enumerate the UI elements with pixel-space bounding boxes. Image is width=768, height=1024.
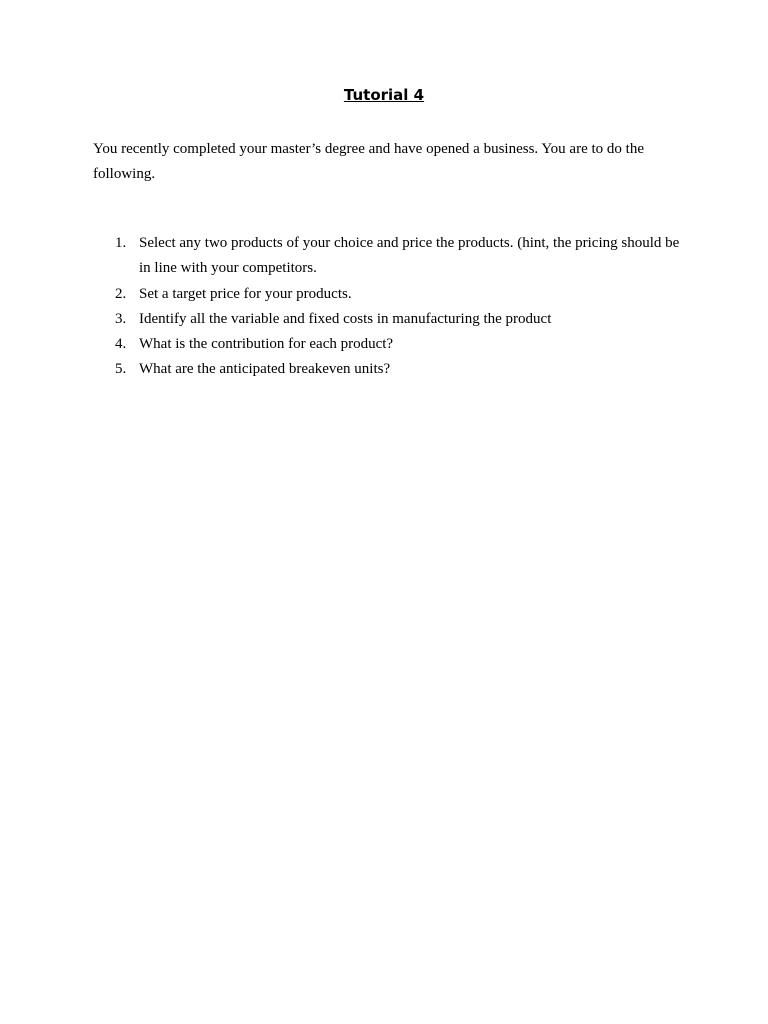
document-title: Tutorial 4 (343, 86, 425, 104)
list-item-number: 3. (115, 310, 127, 327)
list-item-number: 1. (115, 235, 127, 251)
list-item-number: 2. (115, 285, 127, 302)
document-title-container (0, 86, 768, 104)
list-item-text: Identify all the variable and fixed costs in manufacturing the product (139, 310, 552, 327)
list-item (93, 332, 683, 357)
list-item-text: What is the contribution for each product? (139, 336, 394, 353)
list-item-number: 4. (115, 336, 127, 353)
intro-paragraph: You recently completed your master’s degree and have opened a business. You are to do the following. (93, 141, 644, 182)
list-item (93, 282, 683, 307)
list-item (93, 231, 683, 282)
list-item-text: Select any two products of your choice and price the products. (hint, the pricing should be in line with your competitors. (139, 235, 680, 277)
list-item-text: What are the anticipated breakeven units? (139, 361, 391, 378)
list-item (93, 307, 683, 332)
list-item-text: Set a target price for your products. (139, 285, 352, 302)
task-list (93, 231, 683, 383)
list-item (93, 357, 683, 382)
list-item-number: 5. (115, 361, 127, 378)
